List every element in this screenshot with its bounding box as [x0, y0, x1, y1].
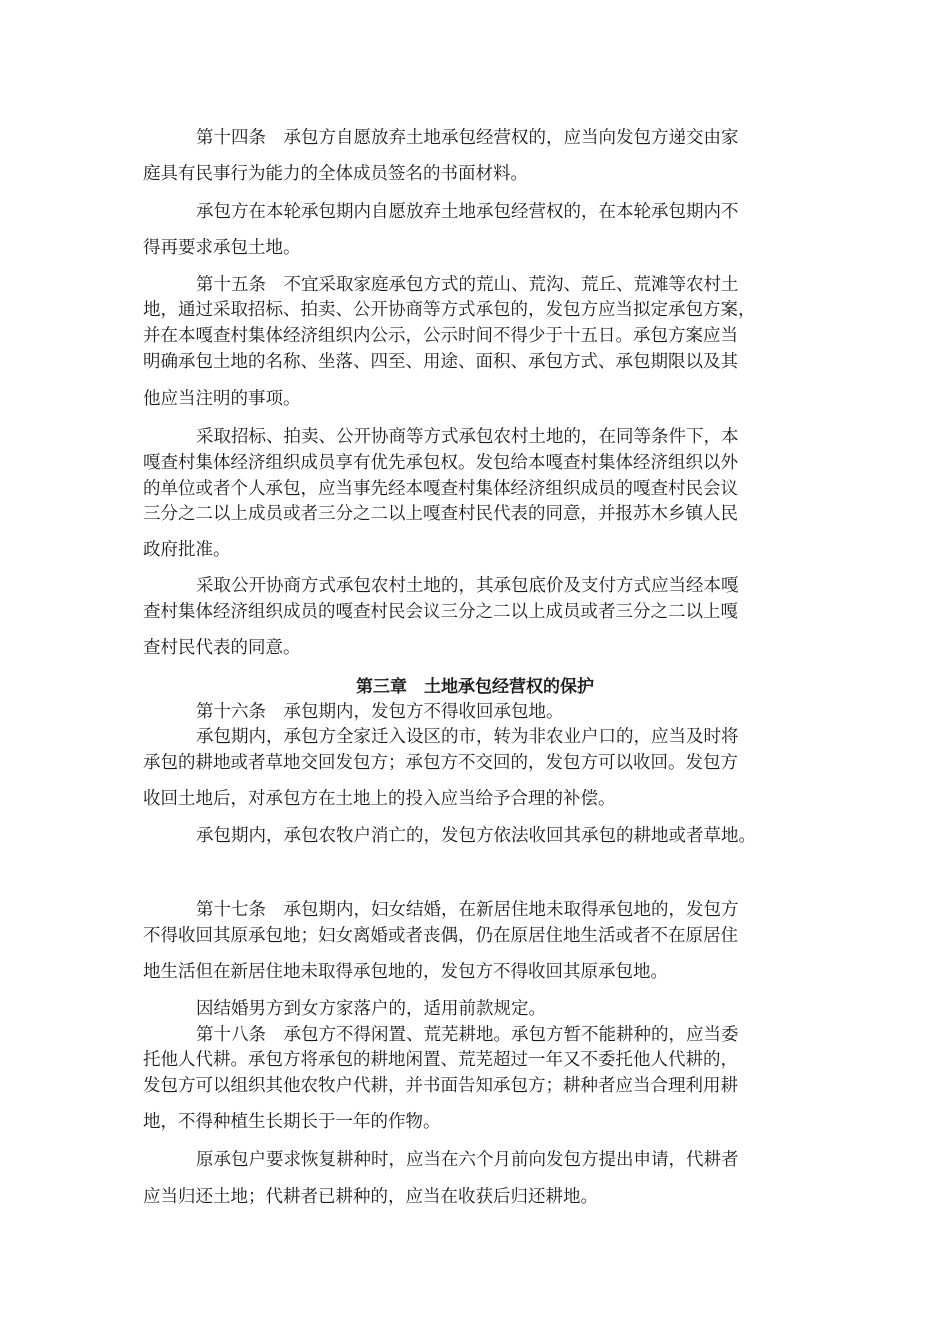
- text-line: 第十五条 不宜采取家庭承包方式的荒山、荒沟、荒丘、荒滩等农村土: [196, 275, 739, 295]
- text-line: 不得收回其原承包地；妇女离婚或者丧偶，仍在原居住地生活或者不在原居住: [143, 926, 738, 946]
- text-line: 政府批准。: [143, 540, 231, 560]
- text-line: 第十七条 承包期内，妇女结婚，在新居住地未取得承包地的，发包方: [196, 900, 739, 920]
- text-line: 得再要求承包土地。: [143, 238, 301, 258]
- text-line: 第十四条 承包方自愿放弃土地承包经营权的，应当向发包方递交由家: [196, 128, 739, 148]
- text-line: 原承包户要求恢复耕种时，应当在六个月前向发包方提出申请，代耕者: [196, 1150, 739, 1170]
- text-line: 庭具有民事行为能力的全体成员签名的书面材料。: [143, 164, 528, 184]
- text-line: 三分之二以上成员或者三分之二以上嘎查村民代表的同意，并报苏木乡镇人民: [143, 504, 738, 524]
- text-line: 托他人代耕。承包方将承包的耕地闲置、荒芜超过一年又不委托他人代耕的，: [143, 1050, 738, 1070]
- text-line: 应当归还土地；代耕者已耕种的，应当在收获后归还耕地。: [143, 1187, 598, 1207]
- text-line: 地，不得种植生长期长于一年的作物。: [143, 1112, 441, 1132]
- text-line: 并在本嘎查村集体经济组织内公示，公示时间不得少于十五日。承包方案应当: [143, 326, 738, 346]
- text-line: 因结婚男方到女方家落户的，适用前款规定。: [196, 999, 546, 1019]
- text-line: 他应当注明的事项。: [143, 389, 301, 409]
- text-line: 查村民代表的同意。: [143, 638, 301, 658]
- text-line: 收回土地后，对承包方在土地上的投入应当给予合理的补偿。: [143, 789, 616, 809]
- text-line: 第十八条 承包方不得闲置、荒芜耕地。承包方暂不能耕种的，应当委: [196, 1025, 739, 1045]
- text-line: 地，通过采取招标、拍卖、公开协商等方式承包的，发包方应当拟定承包方案，: [143, 300, 756, 320]
- text-line: 的单位或者个人承包，应当事先经本嘎查村集体经济组织成员的嘎查村民会议: [143, 479, 738, 499]
- text-line: 采取招标、拍卖、公开协商等方式承包农村土地的，在同等条件下，本: [196, 427, 739, 447]
- text-line: 第十六条 承包期内，发包方不得收回承包地。: [196, 702, 564, 722]
- text-line: 发包方可以组织其他农牧户代耕，并书面告知承包方；耕种者应当合理利用耕: [143, 1076, 738, 1096]
- text-line: 承包期内，承包农牧户消亡的，发包方依法收回其承包的耕地或者草地。: [196, 826, 756, 846]
- chapter-heading: 第三章 土地承包经营权的保护: [356, 677, 594, 697]
- text-line: 承包期内，承包方全家迁入设区的市，转为非农业户口的，应当及时将: [196, 727, 739, 747]
- text-line: 承包的耕地或者草地交回发包方；承包方不交回的，发包方可以收回。发包方: [143, 753, 738, 773]
- text-line: 查村集体经济组织成员的嘎查村民会议三分之二以上成员或者三分之二以上嘎: [143, 602, 738, 622]
- text-line: 承包方在本轮承包期内自愿放弃土地承包经营权的，在本轮承包期内不: [196, 202, 739, 222]
- text-line: 地生活但在新居住地未取得承包地的，发包方不得收回其原承包地。: [143, 962, 668, 982]
- text-line: 嘎查村集体经济组织成员享有优先承包权。发包给本嘎查村集体经济组织以外: [143, 453, 738, 473]
- text-line: 明确承包土地的名称、坐落、四至、用途、面积、承包方式、承包期限以及其: [143, 352, 738, 372]
- text-line: 采取公开协商方式承包农村土地的，其承包底价及支付方式应当经本嘎: [196, 576, 739, 596]
